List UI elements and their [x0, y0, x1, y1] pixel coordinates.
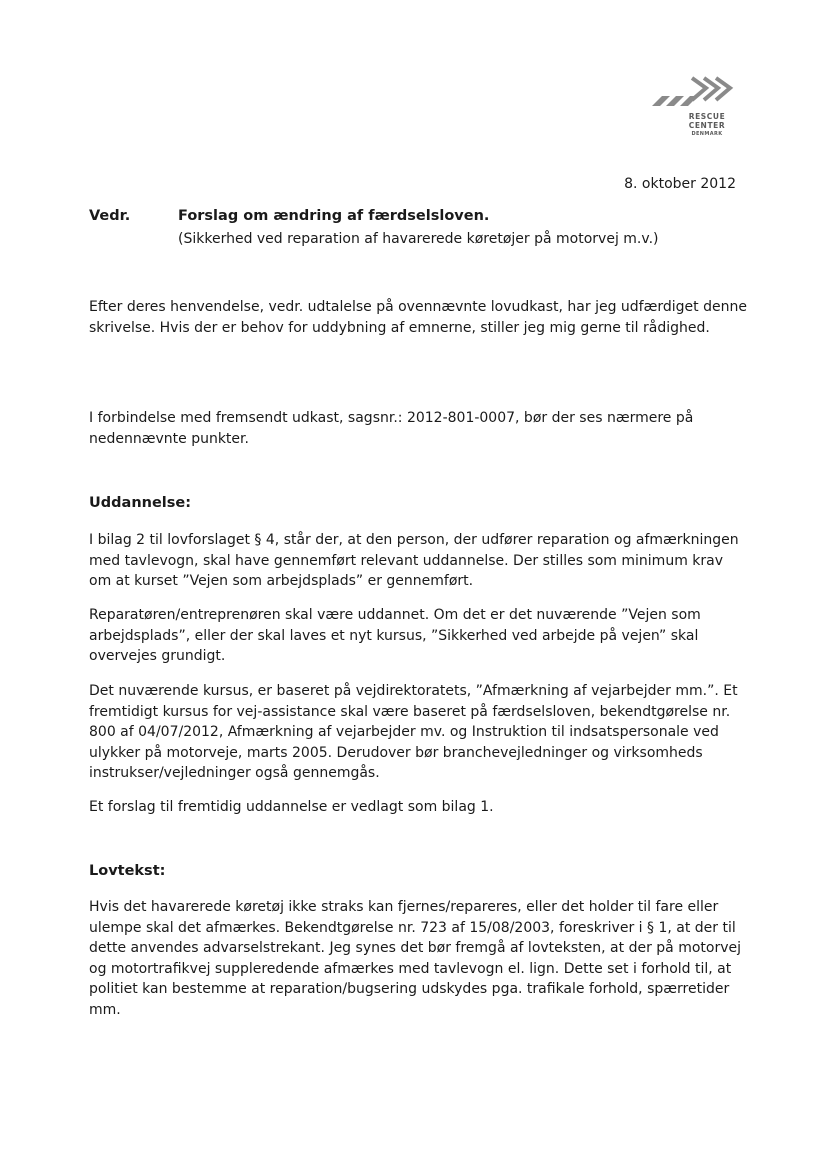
- chevron-logo-icon: [648, 74, 734, 114]
- intro-text-1: Efter deres henvendelse, vedr. udtalelse på ovennævnte lovudkast, har jeg udfærdiget denne skrivelse. Hvis der er behov for uddybning af emnerne, stiller jeg mig gerne til rådighed.: [89, 299, 747, 336]
- uddannelse-paragraph-1: [89, 530, 749, 592]
- section-heading-lovtekst: Lovtekst:: [89, 863, 166, 879]
- uddannelse-paragraph-2: [89, 605, 749, 667]
- intro-paragraph-1: [89, 297, 749, 338]
- uddannelse-paragraph-4: [89, 797, 749, 818]
- subject-label: Vedr.: [89, 208, 131, 224]
- uddannelse-text-4: Et forslag til fremtidig uddannelse er vedlagt som bilag 1.: [89, 799, 494, 815]
- subject-subtitle: (Sikkerhed ved reparation af havarerede køretøjer på motorvej m.v.): [178, 231, 659, 247]
- uddannelse-text-1: I bilag 2 til lovforslaget § 4, står der, at den person, der udfører reparation og afmærkningen med tavlevogn, skal have gennemført relevant uddannelse. Der stilles som minimum krav om at kurset ”Vejen som arbejdsplads” er gennemført.: [89, 532, 739, 589]
- lovtekst-paragraph-1: [89, 897, 749, 1020]
- subject-title: Forslag om ændring af færdselsloven.: [178, 208, 490, 224]
- company-logo: [648, 74, 734, 144]
- logo-line-center: CENTER: [688, 121, 726, 130]
- lovtekst-text-1: Hvis det havarerede køretøj ikke straks kan fjernes/repareres, eller det holder til fare eller ulempe skal det afmærkes. Bekendtgørelse nr. 723 af 15/08/2003, foreskriver i § 1, at der til dette anvendes advarselstrekant. Jeg synes det bør fremgå af lovteksten, at der på motorvej og motortrafikvej suppleredende afmærkes med tavlevogn el. lign. Dette set i forhold til, at politiet kan bestemme at reparation/bugsering udskydes pga. trafikale forhold, spærretider mm.: [89, 899, 741, 1018]
- logo-text: [682, 112, 732, 139]
- uddannelse-text-3: Det nuværende kursus, er baseret på vejdirektoratets, ”Afmærkning af vejarbejder mm.”. Et fremtidigt kursus for vej-assistance skal være baseret på færdselsloven, bekendtgørelse nr. 800 af 04/07/2012, Afmærkning af vejarbejder mv. og Instruktion til indsatspersonale ved ulykker på motorveje, marts 2005. Derudover bør branchevejledninger og virksomheds instrukser/vejledninger også gennemgås.: [89, 683, 738, 781]
- uddannelse-text-2: Reparatøren/entreprenøren skal være uddannet. Om det er det nuværende ”Vejen som arbejdsplads”, eller der skal laves et nyt kursus, ”Sikkerhed ved arbejde på vejen” skal overvejes grundigt.: [89, 607, 701, 664]
- logo-line-denmark: DENMARK: [691, 131, 723, 137]
- uddannelse-paragraph-3: [89, 681, 749, 784]
- letter-date: 8. oktober 2012: [624, 176, 736, 192]
- logo-line-rescue: RESCUE: [688, 112, 726, 121]
- intro-paragraph-2: [89, 408, 749, 449]
- intro-text-2: I forbindelse med fremsendt udkast, sagsnr.: 2012-801-0007, bør der ses nærmere på nedennævnte punkter.: [89, 410, 694, 447]
- section-heading-uddannelse: Uddannelse:: [89, 495, 192, 511]
